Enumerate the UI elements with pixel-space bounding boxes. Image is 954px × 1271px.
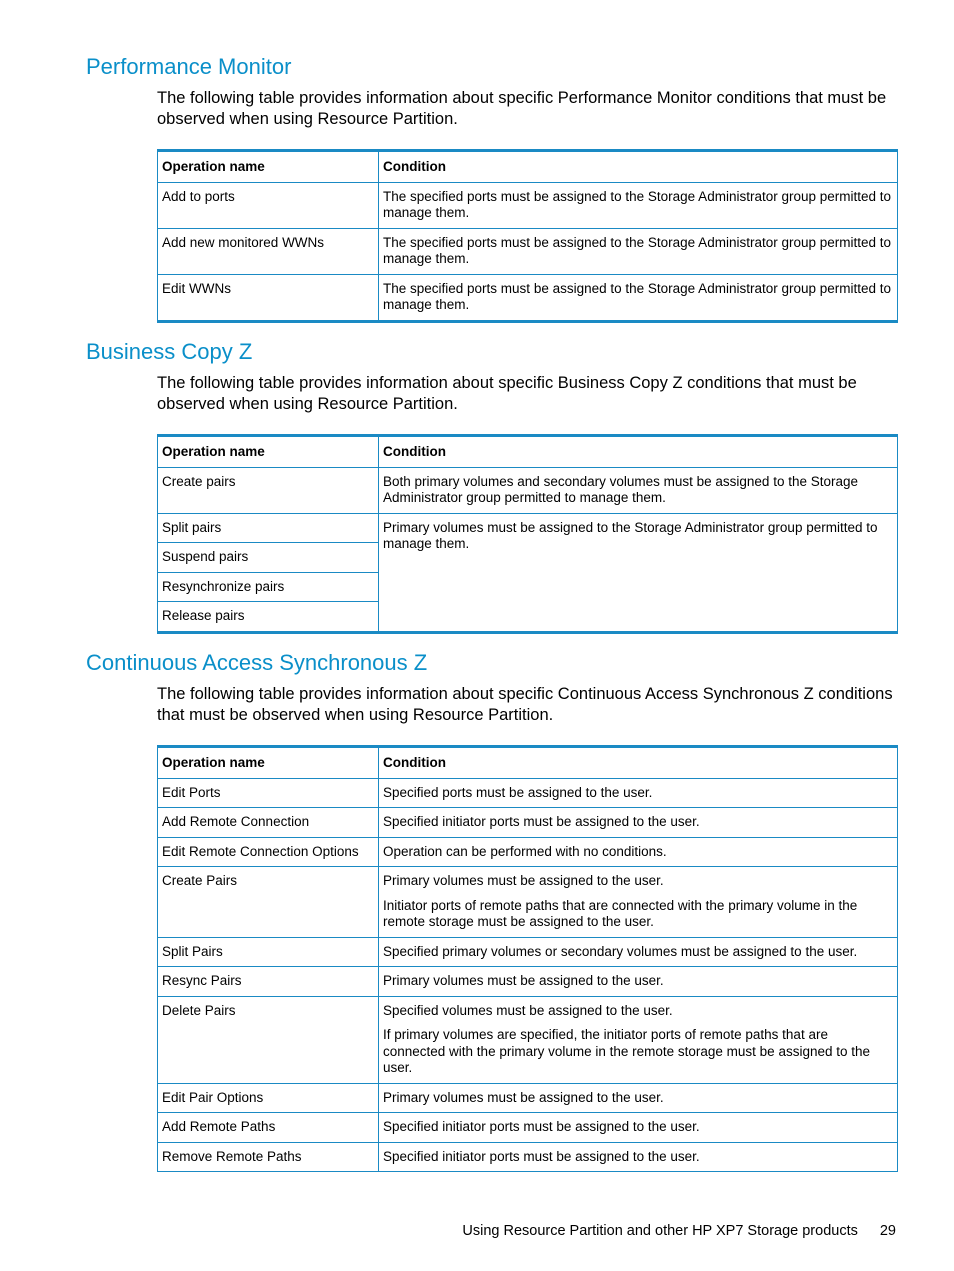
condition-cell: Operation can be performed with no conditions. bbox=[379, 837, 898, 867]
page-number: 29 bbox=[879, 1223, 896, 1239]
table-row bbox=[158, 274, 898, 321]
column-header-operation: Operation name bbox=[158, 151, 379, 183]
operation-cell: Create Pairs bbox=[158, 867, 379, 938]
condition-cell: Specified primary volumes or secondary volumes must be assigned to the user. bbox=[379, 937, 898, 967]
operation-cell: Add Remote Paths bbox=[158, 1113, 379, 1143]
condition-paragraph: Specified volumes must be assigned to the user. bbox=[383, 1002, 673, 1018]
table-continuous-access-synchronous-z bbox=[157, 745, 898, 1172]
table-row bbox=[158, 513, 898, 543]
section-heading-performance-monitor: Performance Monitor bbox=[86, 54, 292, 79]
operation-cell: Add Remote Connection bbox=[158, 808, 379, 838]
condition-cell bbox=[379, 867, 898, 938]
table-row bbox=[158, 867, 898, 938]
operation-cell: Resync Pairs bbox=[158, 967, 379, 997]
table-row bbox=[158, 182, 898, 228]
column-header-condition: Condition bbox=[379, 747, 898, 779]
condition-paragraph: Initiator ports of remote paths that are connected with the primary volume in the remote storage must be assigned to the user. bbox=[383, 897, 858, 929]
condition-cell: Both primary volumes and secondary volumes must be assigned to the Storage Administrator group permitted to manage them. bbox=[379, 467, 898, 513]
table-row bbox=[158, 996, 898, 1083]
table-header-row bbox=[158, 151, 898, 183]
condition-cell: The specified ports must be assigned to the Storage Administrator group permitted to manage them. bbox=[379, 274, 898, 321]
operation-cell: Create pairs bbox=[158, 467, 379, 513]
condition-cell bbox=[379, 996, 898, 1083]
operation-cell: Remove Remote Paths bbox=[158, 1142, 379, 1172]
condition-paragraph: If primary volumes are specified, the initiator ports of remote paths that are connected with the primary volume in the remote storage must be assigned to the user. bbox=[383, 1027, 871, 1075]
section-heading-business-copy-z: Business Copy Z bbox=[86, 339, 253, 364]
condition-cell-merged: Primary volumes must be assigned to the Storage Administrator group permitted to manage them. bbox=[379, 513, 898, 632]
section-intro-performance-monitor: The following table provides information about specific Performance Monitor conditions that must be observed when using Resource Partition. bbox=[157, 89, 887, 128]
condition-cell: The specified ports must be assigned to the Storage Administrator group permitted to manage them. bbox=[379, 228, 898, 274]
table-header-row bbox=[158, 747, 898, 779]
operation-cell: Add to ports bbox=[158, 182, 379, 228]
condition-cell: The specified ports must be assigned to the Storage Administrator group permitted to manage them. bbox=[379, 182, 898, 228]
table-row bbox=[158, 1113, 898, 1143]
column-header-condition: Condition bbox=[379, 436, 898, 468]
table-header-row bbox=[158, 436, 898, 468]
condition-cell: Primary volumes must be assigned to the user. bbox=[379, 1083, 898, 1113]
page-footer bbox=[462, 1222, 896, 1240]
operation-cell: Delete Pairs bbox=[158, 996, 379, 1083]
condition-cell: Primary volumes must be assigned to the user. bbox=[379, 967, 898, 997]
condition-cell: Specified initiator ports must be assigned to the user. bbox=[379, 1142, 898, 1172]
column-header-operation: Operation name bbox=[158, 436, 379, 468]
table-row bbox=[158, 1083, 898, 1113]
footer-text: Using Resource Partition and other HP XP7 Storage products bbox=[462, 1223, 858, 1239]
table-row bbox=[158, 778, 898, 808]
operation-cell: Edit WWNs bbox=[158, 274, 379, 321]
section-intro-business-copy-z: The following table provides information about specific Business Copy Z conditions that must be observed when using Resource Partition. bbox=[157, 374, 857, 413]
column-header-condition: Condition bbox=[379, 151, 898, 183]
table-business-copy-z bbox=[157, 434, 898, 634]
section-intro-continuous-access-synchronous-z: The following table provides information about specific Continuous Access Synchronous Z conditions that must be observed when using Resource Partition. bbox=[157, 685, 893, 724]
operation-cell: Split Pairs bbox=[158, 937, 379, 967]
operation-cell: Release pairs bbox=[158, 602, 379, 633]
table-row bbox=[158, 808, 898, 838]
operation-cell: Edit Pair Options bbox=[158, 1083, 379, 1113]
table-row bbox=[158, 837, 898, 867]
operation-cell: Resynchronize pairs bbox=[158, 572, 379, 602]
condition-paragraph: Primary volumes must be assigned to the user. bbox=[383, 873, 664, 888]
operation-cell: Add new monitored WWNs bbox=[158, 228, 379, 274]
operation-cell: Edit Remote Connection Options bbox=[158, 837, 379, 867]
operation-cell: Suspend pairs bbox=[158, 543, 379, 573]
table-row bbox=[158, 1142, 898, 1172]
section-heading-continuous-access-synchronous-z: Continuous Access Synchronous Z bbox=[86, 650, 428, 675]
table-row bbox=[158, 467, 898, 513]
table-row bbox=[158, 228, 898, 274]
condition-cell: Specified initiator ports must be assigned to the user. bbox=[379, 1113, 898, 1143]
table-performance-monitor bbox=[157, 149, 898, 323]
condition-cell: Specified initiator ports must be assigned to the user. bbox=[379, 808, 898, 838]
condition-cell: Specified ports must be assigned to the user. bbox=[379, 778, 898, 808]
table-row bbox=[158, 967, 898, 997]
operation-cell: Edit Ports bbox=[158, 778, 379, 808]
table-row bbox=[158, 937, 898, 967]
column-header-operation: Operation name bbox=[158, 747, 379, 779]
operation-cell: Split pairs bbox=[158, 513, 379, 543]
